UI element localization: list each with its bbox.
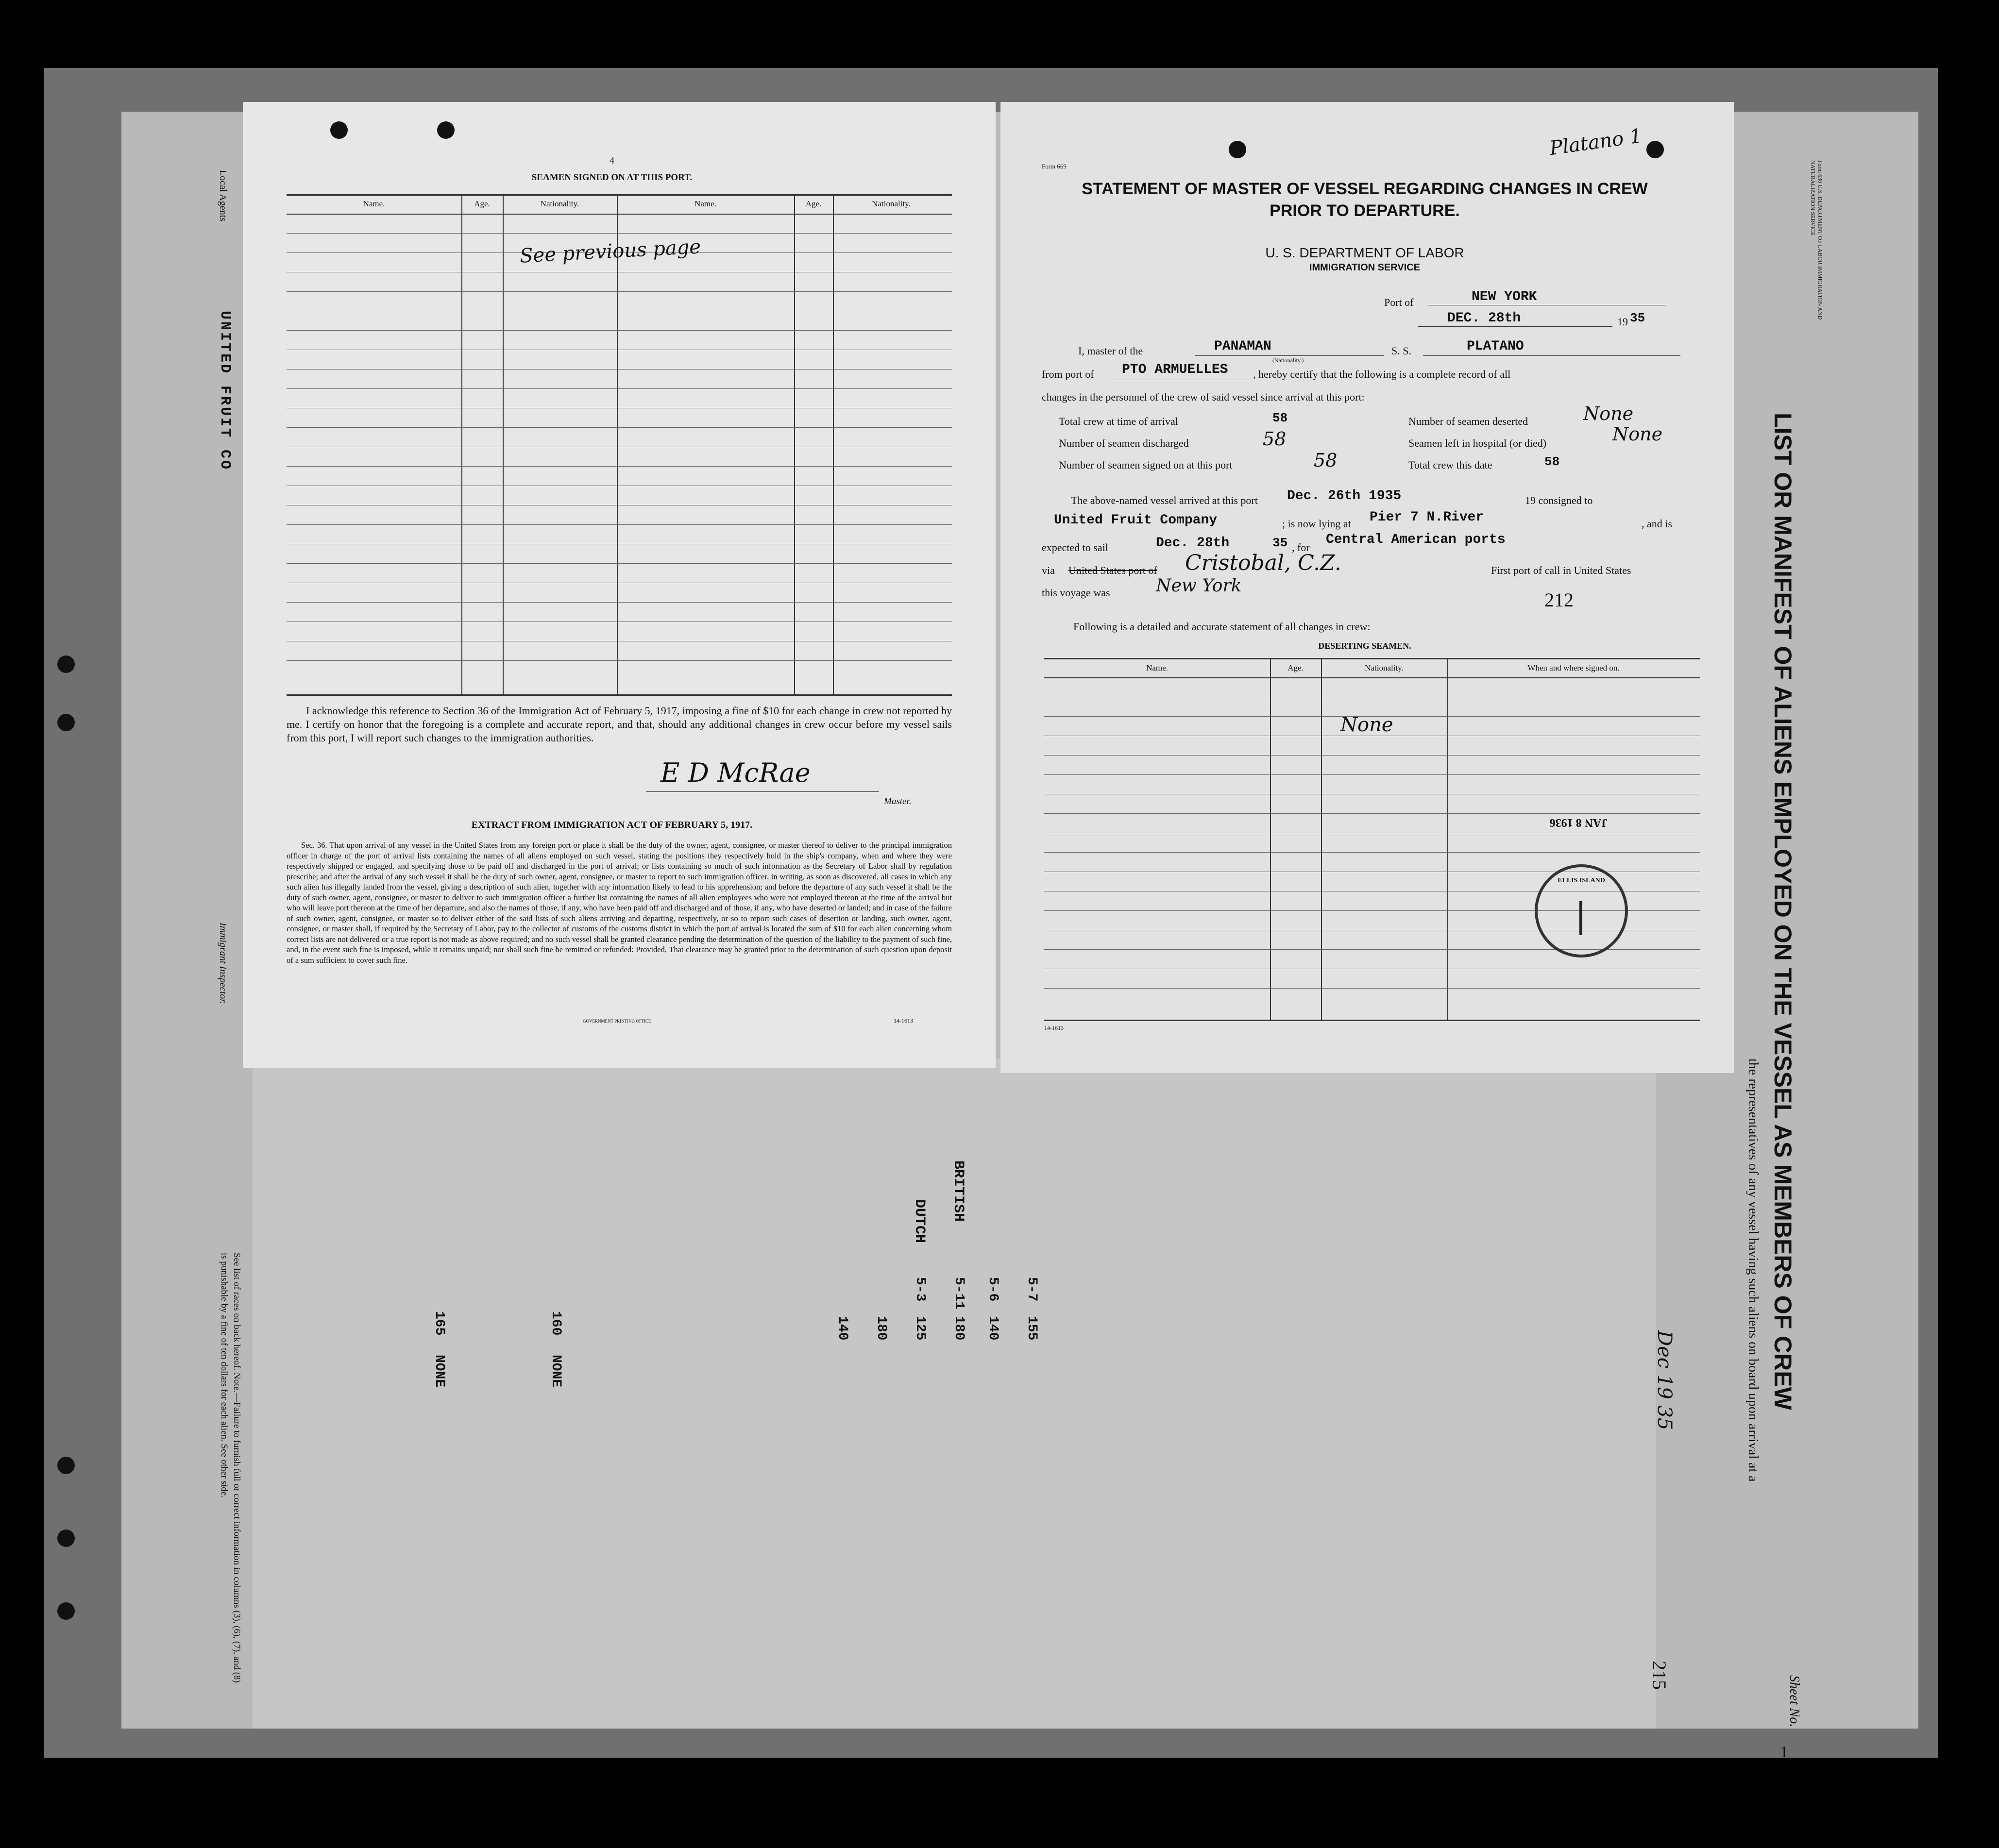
port-label: Port of xyxy=(1384,296,1414,308)
nationality-value: PANAMAN xyxy=(1214,339,1271,354)
table-rule xyxy=(287,694,952,696)
table-row xyxy=(1044,852,1700,853)
table-row xyxy=(1044,755,1700,756)
deserted-label: Number of seamen deserted xyxy=(1408,415,1528,427)
handwritten-entry: See previous page xyxy=(519,235,702,268)
nationality-dutch: DUTCH xyxy=(911,1199,928,1243)
manifest-title: LIST OR MANIFEST OF ALIENS EMPLOYED ON THE VESSEL AS MEMBERS OF CREW xyxy=(1769,413,1796,1410)
total-crew-arrival-value: 58 xyxy=(1272,411,1288,425)
table-col-rule xyxy=(1270,658,1271,1020)
table-rule xyxy=(1044,658,1700,659)
sail-date-value: Dec. 28th xyxy=(1156,536,1230,551)
corner-note: Platano 1 xyxy=(1548,124,1643,160)
sheet-value: 1 xyxy=(1780,1743,1788,1761)
year-prefix: 19 xyxy=(1617,316,1628,328)
underlying-crew-list xyxy=(253,1058,1656,1729)
table-col-rule xyxy=(1321,658,1322,1020)
table-col-rule xyxy=(1447,658,1448,1020)
following-label: Following is a detailed and accurate statement of all changes in crew: xyxy=(1073,621,1371,633)
weight-cell: 180 xyxy=(874,1316,889,1341)
weight-cell: 160 xyxy=(548,1311,563,1336)
col-name: Name. xyxy=(695,199,716,208)
table-row xyxy=(1044,988,1700,989)
height-cell: 5-7 xyxy=(1024,1277,1039,1302)
section-36-text: Sec. 36. That upon arrival of any vessel in the United States from any foreign port or place it shall be the duty of the owner, agent, consignee, or master thereof to deliver to the principal immigration officer in charge of the port of arrival lists containing the names of all aliens employed on such vessel, stating the positions they respectively hold in the ship's company, when and where they were respectively shipped or engaged, and specifying those to be paid off and discharged in the port of arrival; or lists containing so much of such information as the Secretary of Labor shall by regulation prescribe; and after the arrival of any such vessel it shall be the duty of such owner, agent, consignee, or master to report to such immigration officer, in writing, as soon as discovered, all cases in which any such alien has illegally landed from the vessel, giving a description of such alien, together with any information likely to lead to his apprehension; and before the departure of any such vessel it shall be the duty of such owner, agent, consignee, or master to deliver to such immigration officer a further list containing the names of all alien employees who were not employed thereon at the time of the arrival but who will leave port thereon at the time of her departure, and also the names of those, if any, who have been paid off and discharged and of those, if any, who have deserted or landed; and in case of the failure of such owner, agent, consignee, or master so to deliver either of the said lists of such aliens arriving and departing, respectively, or so to report such cases of desertion or landing, such owner, agent, consignee, or master shall, if required by the Secretary of Labor, pay to the collector of customs of the customs district in which the port of arrival is located the sum of $10 for each alien concerning whom correct lists are not delivered or a true report is not made as above required; and no such vessel shall be granted clearance pending the determination of the question of the liability to the payment of such fine, and, in the event such fine is imposed, while it remains unpaid; nor shall such fine be remitted or refunded: Provided, That clearance may be granted prior to the determination of such question upon deposit of a sum sufficient to cover such fine. xyxy=(287,840,952,965)
none-mark: NONE xyxy=(548,1355,563,1388)
number-215: 215 xyxy=(1648,1661,1670,1690)
col-nationality: Nationality. xyxy=(540,199,579,208)
stamp-date: JAN 8 1936 xyxy=(1549,816,1608,829)
consignee-value: United Fruit Company xyxy=(1054,513,1218,528)
table-row xyxy=(287,563,952,564)
col-signed-on: When and where signed on. xyxy=(1527,663,1620,672)
binder-hole xyxy=(57,655,75,673)
table-col-rule xyxy=(461,194,462,694)
table-row xyxy=(287,291,952,292)
field-line xyxy=(1195,355,1384,356)
sail-year-value: 35 xyxy=(1272,536,1288,550)
binder-hole xyxy=(57,1457,75,1474)
form-number: Form 669 xyxy=(1042,163,1067,170)
table-row xyxy=(287,427,952,428)
left-page xyxy=(243,102,996,1068)
arrived-value: Dec. 26th 1935 xyxy=(1287,488,1402,504)
signed-on-label: Number of seamen signed on at this port xyxy=(1059,459,1233,471)
col-nationality: Nationality. xyxy=(1365,663,1404,672)
service: IMMIGRATION SERVICE xyxy=(1309,262,1421,273)
year-value: 35 xyxy=(1630,311,1645,325)
height-cell: 5-11 xyxy=(951,1277,966,1310)
department: U. S. DEPARTMENT OF LABOR xyxy=(1265,245,1464,260)
none-mark: NONE xyxy=(432,1355,447,1388)
nationality-label: (Nationality.) xyxy=(1272,357,1304,364)
local-agents-label: Local Agents xyxy=(218,170,228,222)
col-age: Age. xyxy=(474,199,490,208)
table-row xyxy=(1044,774,1700,775)
via-struck: United States port of xyxy=(1068,564,1157,576)
table-col-rule xyxy=(833,194,834,694)
table-row xyxy=(287,466,952,467)
total-crew-date-label: Total crew this date xyxy=(1408,459,1492,471)
first-port-label: First port of call in United States xyxy=(1491,564,1631,576)
via-value: Cristobal, C.Z. xyxy=(1185,551,1341,575)
table-row xyxy=(287,330,952,331)
col-age: Age. xyxy=(805,199,822,208)
and-is: , and is xyxy=(1642,518,1672,530)
underlying-note: See list of races on back hereof. Note.—Failure to furnish full or correct information in columns (3), (6), (7), and (8) is punishable by a fine of ten dollars for each alien. See other side. xyxy=(219,1253,242,1683)
handwritten-date: Dec 19 35 xyxy=(1653,1330,1676,1430)
arrived-label: The above-named vessel arrived at this port xyxy=(1071,494,1258,506)
expected-label: expected to sail xyxy=(1042,541,1108,554)
lying-value: Pier 7 N.River xyxy=(1370,510,1484,525)
none-entry: None xyxy=(1340,714,1393,736)
master-of-label: I, master of the xyxy=(1078,345,1143,357)
table-col-rule xyxy=(617,194,618,694)
left-heading: SEAMEN SIGNED ON AT THIS PORT. xyxy=(531,172,693,183)
table-row xyxy=(287,660,952,661)
form-title-2: PRIOR TO DEPARTURE. xyxy=(1270,202,1460,220)
signature-line xyxy=(646,791,879,792)
consigned-label: 19 consigned to xyxy=(1525,494,1593,506)
form-tag: Form 630 U.S. DEPARTMENT OF LABOR IMMIGRATION AND NATURALIZATION SERVICE xyxy=(1810,160,1824,320)
field-line xyxy=(1423,355,1680,356)
col-name: Name. xyxy=(363,199,385,208)
footer-code: 14-1613 xyxy=(894,1017,913,1024)
for-label: , for xyxy=(1292,541,1310,554)
binder-hole xyxy=(57,1529,75,1547)
via-label: via xyxy=(1042,564,1055,576)
binder-hole xyxy=(57,1602,75,1620)
date-value: DEC. 28th xyxy=(1447,311,1521,326)
weight-cell: 180 xyxy=(951,1316,966,1341)
ship-name: PLATANO xyxy=(1467,339,1524,354)
binder-hole xyxy=(57,714,75,731)
discharged-value: 58 xyxy=(1263,428,1287,450)
stamp-hand xyxy=(1579,901,1582,935)
inspector-label: Immigrant Inspector. xyxy=(218,923,228,1004)
table-row xyxy=(287,524,952,525)
nationality-british: BRITISH xyxy=(950,1160,966,1222)
col-age: Age. xyxy=(1287,663,1304,672)
ss-label: S. S. xyxy=(1391,345,1411,357)
from-port-value: PTO ARMUELLES xyxy=(1122,362,1228,377)
printer-imprint: GOVERNMENT PRINTING OFFICE xyxy=(583,1019,651,1024)
total-crew-arrival-label: Total crew at time of arrival xyxy=(1059,415,1178,427)
hospital-value: None xyxy=(1612,423,1663,445)
number-212: 212 xyxy=(1544,589,1574,611)
height-cell: 5-6 xyxy=(985,1277,1000,1302)
col-name: Name. xyxy=(1146,663,1168,672)
table-rule xyxy=(1044,1020,1700,1021)
table-row xyxy=(287,388,952,389)
table-col-rule xyxy=(794,194,795,694)
table-row xyxy=(287,233,952,234)
acknowledgement: I acknowledge this reference to Section 36 of the Immigration Act of February 5, 1917, imposing a fine of $10 for each change in crew not reported by me. I certify on honor that the foregoing is a complete and accurate report, and that, should any additional changes in crew occur before my vessel sails from this port, I will report such changes to the immigration authorities. xyxy=(287,705,952,744)
weight-cell: 140 xyxy=(985,1316,1000,1341)
table-rule xyxy=(287,214,952,215)
ellis-island-stamp xyxy=(1535,864,1628,958)
right-page xyxy=(1000,102,1734,1073)
weight-cell: 125 xyxy=(913,1316,928,1341)
col-nationality: Nationality. xyxy=(872,199,911,208)
lying-label: ; is now lying at xyxy=(1282,518,1351,530)
weight-cell: 165 xyxy=(432,1311,447,1336)
weight-cell: 155 xyxy=(1024,1316,1039,1341)
binder-hole xyxy=(1229,141,1246,158)
table-rule xyxy=(1044,677,1700,678)
table-col-rule xyxy=(503,194,504,694)
binder-hole xyxy=(437,121,455,139)
changes-text: changes in the personnel of the crew of said vessel since arrival at this port: xyxy=(1042,391,1365,403)
discharged-label: Number of seamen discharged xyxy=(1059,437,1189,449)
extract-heading: EXTRACT FROM IMMIGRATION ACT OF FEBRUARY 5, 1917. xyxy=(471,820,753,830)
height-cell: 5-3 xyxy=(913,1277,928,1302)
page-number: 4 xyxy=(610,155,614,166)
sheet-label: Sheet No. xyxy=(1787,1675,1802,1728)
port-value: NEW YORK xyxy=(1472,289,1537,304)
table-rule xyxy=(287,194,952,196)
master-label: Master. xyxy=(884,796,912,806)
manifest-subtitle: the representatives of any vessel having such aliens on board upon arrival at a xyxy=(1745,1058,1761,1482)
master-signature: E D McRae xyxy=(661,757,811,788)
signed-on-value: 58 xyxy=(1314,450,1338,471)
form-title: STATEMENT OF MASTER OF VESSEL REGARDING CHANGES IN CREW xyxy=(1082,180,1648,198)
table-row xyxy=(287,602,952,603)
deserted-value: None xyxy=(1583,403,1634,424)
voyage-label: this voyage was xyxy=(1042,587,1110,599)
table-row xyxy=(1044,813,1700,814)
from-port-label: from port of xyxy=(1042,368,1094,380)
binder-hole xyxy=(330,121,348,139)
voyage-value: New York xyxy=(1156,576,1242,596)
field-line xyxy=(1418,326,1612,327)
weight-cell: 140 xyxy=(835,1316,850,1341)
local-agents-value: UNITED FRUIT CO xyxy=(217,311,233,471)
binder-hole xyxy=(1646,141,1664,158)
table-row xyxy=(287,369,952,370)
certify-text: , hereby certify that the following is a complete record of all xyxy=(1253,368,1511,380)
footer-code: 14-1613 xyxy=(1044,1025,1064,1031)
destination-value: Central American ports xyxy=(1326,532,1506,547)
stamp-text: ELLIS ISLAND xyxy=(1558,877,1605,884)
deserting-heading: DESERTING SEAMEN. xyxy=(1318,641,1411,651)
total-crew-date-value: 58 xyxy=(1544,454,1560,469)
hospital-label: Seamen left in hospital (or died) xyxy=(1408,437,1547,449)
